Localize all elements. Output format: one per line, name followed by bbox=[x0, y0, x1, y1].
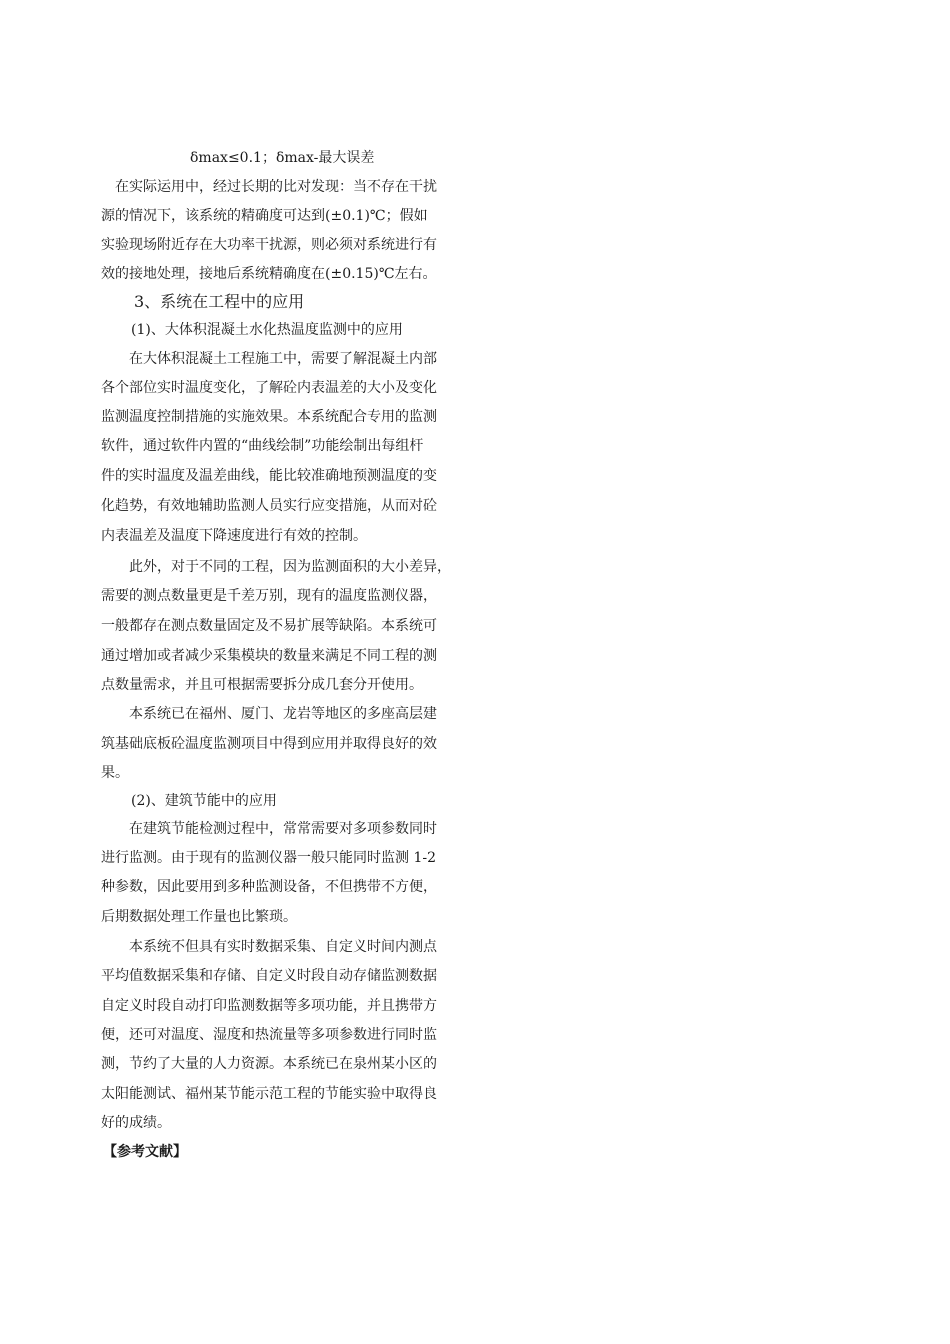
references-heading: 【参考文献】 bbox=[103, 1144, 187, 1160]
paragraph-line: 便，还可对温度、湿度和热流量等多项参数进行同时监 bbox=[101, 1027, 437, 1043]
paragraph-line: 平均值数据采集和存储、自定义时段自动存储监测数据 bbox=[101, 968, 437, 984]
paragraph-line: 化趋势，有效地辅助监测人员实行应变措施，从而对砼 bbox=[101, 498, 437, 514]
paragraph-line: 源的情况下，该系统的精确度可达到(±0.1)℃；假如 bbox=[101, 208, 428, 224]
paragraph-line: 种参数，因此要用到多种监测设备，不但携带不方便， bbox=[101, 879, 437, 895]
paragraph-line: 好的成绩。 bbox=[101, 1115, 171, 1131]
paragraph-line: 需要的测点数量更是千差万别，现有的温度监测仪器， bbox=[101, 588, 437, 604]
paragraph-line: 自定义时段自动打印监测数据等多项功能，并且携带方 bbox=[101, 998, 437, 1014]
paragraph-line: 筑基础底板砼温度监测项目中得到应用并取得良好的效 bbox=[101, 736, 437, 752]
formula-line: δmax≤0.1；δmax-最大误差 bbox=[190, 150, 375, 166]
paragraph-line: 各个部位实时温度变化，了解砼内表温差的大小及变化 bbox=[101, 380, 437, 396]
paragraph-line: 一般都存在测点数量固定及不易扩展等缺陷。本系统可 bbox=[101, 618, 437, 634]
paragraph-line: 后期数据处理工作量也比繁琐。 bbox=[101, 909, 297, 925]
paragraph-line: 本系统不但具有实时数据采集、自定义时间内测点 bbox=[129, 939, 437, 955]
paragraph-line: 效的接地处理，接地后系统精确度在(±0.15)℃左右。 bbox=[101, 266, 437, 282]
paragraph-line: 进行监测。由于现有的监测仪器一般只能同时监测 1-2 bbox=[101, 850, 436, 866]
paragraph-line: 件的实时温度及温差曲线，能比较准确地预测温度的变 bbox=[101, 468, 437, 484]
paragraph-line: 果。 bbox=[101, 765, 129, 781]
paragraph-line: 测，节约了大量的人力资源。本系统已在泉州某小区的 bbox=[101, 1056, 437, 1072]
paragraph-line: 在大体积混凝土工程施工中，需要了解混凝土内部 bbox=[129, 351, 437, 367]
section-heading: 3、系统在工程中的应用 bbox=[134, 292, 305, 311]
paragraph-line: 此外，对于不同的工程，因为监测面积的大小差异， bbox=[129, 559, 451, 575]
paragraph-line: 点数量需求，并且可根据需要拆分成几套分开使用。 bbox=[101, 677, 423, 693]
paragraph-line: 软件，通过软件内置的“曲线绘制”功能绘制出每组杆 bbox=[101, 438, 424, 454]
paragraph-line: 内表温差及温度下降速度进行有效的控制。 bbox=[101, 528, 367, 544]
subsection-heading: (2)、建筑节能中的应用 bbox=[131, 793, 277, 809]
paragraph-line: 通过增加或者减少采集模块的数量来满足不同工程的测 bbox=[101, 648, 437, 664]
paragraph-line: 在实际运用中，经过长期的比对发现：当不存在干扰 bbox=[115, 179, 437, 195]
paragraph-line: 在建筑节能检测过程中，常常需要对多项参数同时 bbox=[129, 821, 437, 837]
paragraph-line: 本系统已在福州、厦门、龙岩等地区的多座高层建 bbox=[129, 706, 437, 722]
subsection-heading: (1)、大体积混凝土水化热温度监测中的应用 bbox=[131, 322, 403, 338]
paragraph-line: 实验现场附近存在大功率干扰源，则必须对系统进行有 bbox=[101, 237, 437, 253]
paragraph-line: 太阳能测试、福州某节能示范工程的节能实验中取得良 bbox=[101, 1086, 437, 1102]
paragraph-line: 监测温度控制措施的实施效果。本系统配合专用的监测 bbox=[101, 409, 437, 425]
